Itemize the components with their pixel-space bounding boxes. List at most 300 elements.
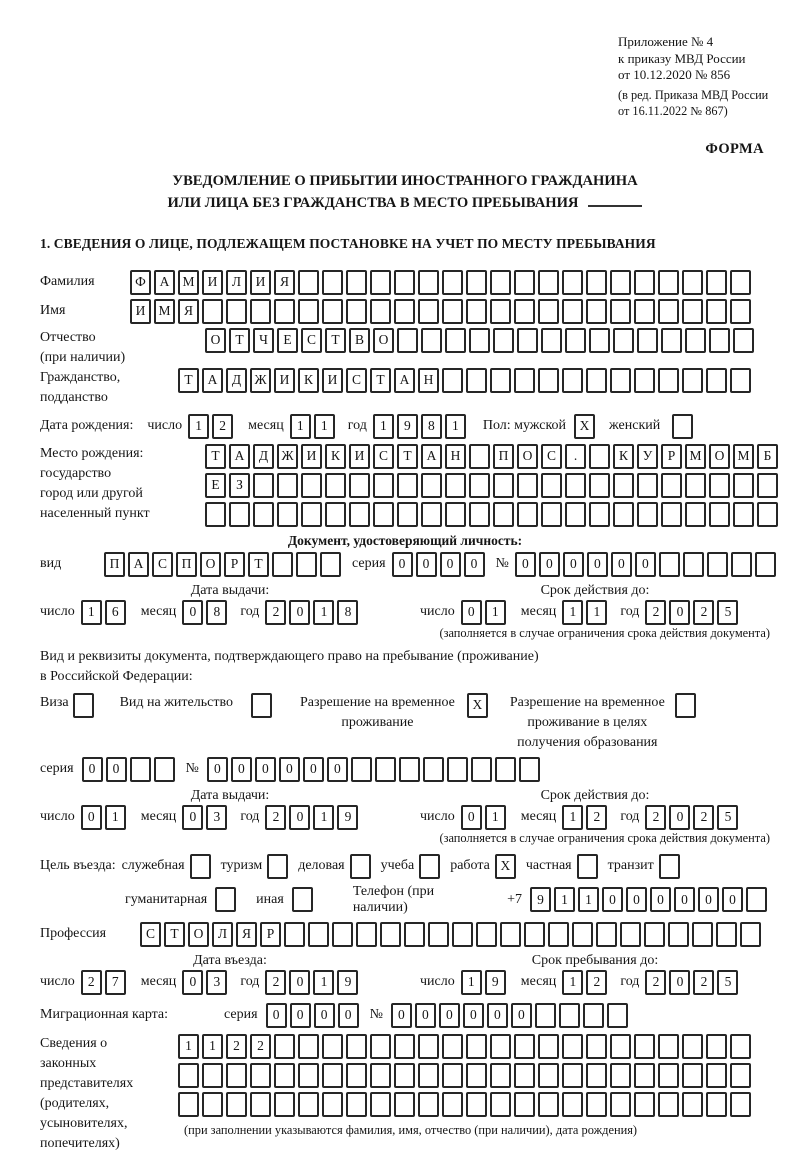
char-cell[interactable]: 0 [611,552,632,577]
char-cell[interactable] [226,1063,247,1088]
char-cell[interactable] [541,473,562,498]
char-cell[interactable] [253,473,274,498]
char-cell[interactable] [706,368,727,393]
char-cell[interactable]: Т [370,368,391,393]
char-cell[interactable]: 0 [106,757,127,782]
char-cell[interactable] [250,1063,271,1088]
char-cell[interactable] [346,270,367,295]
char-cell[interactable]: 1 [485,600,506,625]
char-cell[interactable] [514,1063,535,1088]
char-cell[interactable]: 0 [392,552,413,577]
char-cell[interactable] [572,922,593,947]
char-cell[interactable] [682,270,703,295]
char-cell[interactable] [661,473,682,498]
char-cell[interactable]: 5 [717,805,738,830]
char-cell[interactable]: Б [757,444,778,469]
char-cell[interactable] [418,1034,439,1059]
char-cell[interactable] [755,552,776,577]
char-cell[interactable]: 2 [212,414,233,439]
char-cell[interactable] [757,473,778,498]
char-cell[interactable] [226,299,247,324]
char-cell[interactable] [476,922,497,947]
char-cell[interactable]: 1 [485,805,506,830]
char-cell[interactable] [562,1063,583,1088]
char-cell[interactable]: 1 [188,414,209,439]
char-cell[interactable] [517,502,538,527]
char-cell[interactable]: 1 [313,600,334,625]
char-cell[interactable] [716,922,737,947]
char-cell[interactable] [394,1034,415,1059]
char-cell[interactable]: И [202,270,223,295]
char-cell[interactable] [610,368,631,393]
char-cell[interactable]: . [565,444,586,469]
char-cell[interactable] [682,1034,703,1059]
char-cell[interactable] [634,270,655,295]
char-cell[interactable] [469,473,490,498]
char-cell[interactable] [634,1063,655,1088]
char-cell[interactable] [130,757,151,782]
char-cell[interactable]: О [205,328,226,353]
char-cell[interactable] [447,757,468,782]
char-cell[interactable] [272,552,293,577]
char-cell[interactable] [685,328,706,353]
char-cell[interactable]: И [349,444,370,469]
char-cell[interactable]: П [493,444,514,469]
char-cell[interactable] [733,473,754,498]
char-cell[interactable] [469,502,490,527]
char-cell[interactable]: И [301,444,322,469]
char-cell[interactable] [620,922,641,947]
char-cell[interactable] [442,1063,463,1088]
char-cell[interactable] [634,368,655,393]
char-cell[interactable] [394,1063,415,1088]
char-cell[interactable] [637,473,658,498]
char-cell[interactable]: 0 [255,757,276,782]
char-cell[interactable] [613,473,634,498]
char-cell[interactable]: 1 [178,1034,199,1059]
char-cell[interactable] [500,922,521,947]
char-cell[interactable] [535,1003,556,1028]
rvp-edu-checkbox[interactable] [675,693,696,718]
char-cell[interactable]: 0 [461,600,482,625]
char-cell[interactable] [322,1092,343,1117]
char-cell[interactable]: 0 [626,887,647,912]
char-cell[interactable]: 6 [105,600,126,625]
char-cell[interactable]: К [298,368,319,393]
char-cell[interactable] [466,270,487,295]
char-cell[interactable]: 9 [397,414,418,439]
sex-female-checkbox[interactable] [672,414,693,439]
char-cell[interactable] [658,270,679,295]
char-cell[interactable] [226,1092,247,1117]
char-cell[interactable] [562,1092,583,1117]
char-cell[interactable]: 0 [81,805,102,830]
char-cell[interactable]: И [274,368,295,393]
char-cell[interactable] [524,922,545,947]
char-cell[interactable] [731,552,752,577]
char-cell[interactable] [399,757,420,782]
char-cell[interactable]: Т [164,922,185,947]
char-cell[interactable]: 3 [206,970,227,995]
char-cell[interactable] [202,1063,223,1088]
char-cell[interactable]: 1 [81,600,102,625]
char-cell[interactable]: П [104,552,125,577]
char-cell[interactable] [517,328,538,353]
char-cell[interactable] [589,444,610,469]
char-cell[interactable]: В [349,328,370,353]
char-cell[interactable] [610,299,631,324]
char-cell[interactable]: 0 [674,887,695,912]
char-cell[interactable] [559,1003,580,1028]
char-cell[interactable] [469,444,490,469]
char-cell[interactable] [637,502,658,527]
char-cell[interactable]: 0 [722,887,743,912]
char-cell[interactable]: 2 [226,1034,247,1059]
char-cell[interactable]: С [301,328,322,353]
char-cell[interactable]: У [637,444,658,469]
char-cell[interactable] [613,328,634,353]
char-cell[interactable] [346,1034,367,1059]
char-cell[interactable] [442,1092,463,1117]
char-cell[interactable]: 1 [105,805,126,830]
char-cell[interactable] [682,299,703,324]
char-cell[interactable]: А [421,444,442,469]
char-cell[interactable] [322,299,343,324]
char-cell[interactable]: И [250,270,271,295]
char-cell[interactable] [373,502,394,527]
char-cell[interactable]: О [517,444,538,469]
char-cell[interactable]: 0 [314,1003,335,1028]
purpose-checkbox-business[interactable] [350,854,371,879]
char-cell[interactable] [418,1092,439,1117]
char-cell[interactable]: О [188,922,209,947]
char-cell[interactable] [277,502,298,527]
char-cell[interactable] [445,473,466,498]
char-cell[interactable]: 1 [202,1034,223,1059]
char-cell[interactable] [346,1063,367,1088]
char-cell[interactable] [397,328,418,353]
char-cell[interactable]: Ж [277,444,298,469]
char-cell[interactable] [730,270,751,295]
char-cell[interactable] [346,299,367,324]
char-cell[interactable]: 0 [464,552,485,577]
char-cell[interactable]: 0 [635,552,656,577]
char-cell[interactable] [740,922,761,947]
char-cell[interactable] [706,1063,727,1088]
char-cell[interactable] [514,1092,535,1117]
char-cell[interactable] [301,473,322,498]
char-cell[interactable]: 1 [562,600,583,625]
char-cell[interactable]: З [229,473,250,498]
char-cell[interactable] [346,1092,367,1117]
char-cell[interactable]: М [685,444,706,469]
char-cell[interactable] [596,922,617,947]
char-cell[interactable]: 0 [487,1003,508,1028]
char-cell[interactable]: 1 [562,970,583,995]
char-cell[interactable] [274,299,295,324]
char-cell[interactable]: 0 [391,1003,412,1028]
char-cell[interactable]: 0 [207,757,228,782]
char-cell[interactable]: Я [274,270,295,295]
char-cell[interactable]: 2 [693,600,714,625]
char-cell[interactable] [562,299,583,324]
char-cell[interactable]: 7 [105,970,126,995]
purpose-checkbox-private[interactable] [577,854,598,879]
char-cell[interactable] [637,328,658,353]
char-cell[interactable] [423,757,444,782]
char-cell[interactable] [325,473,346,498]
char-cell[interactable]: Т [397,444,418,469]
char-cell[interactable] [610,270,631,295]
char-cell[interactable]: М [733,444,754,469]
char-cell[interactable] [682,368,703,393]
char-cell[interactable]: 8 [421,414,442,439]
char-cell[interactable] [375,757,396,782]
char-cell[interactable] [565,328,586,353]
char-cell[interactable]: 0 [439,1003,460,1028]
char-cell[interactable] [562,270,583,295]
char-cell[interactable]: 0 [289,970,310,995]
char-cell[interactable] [730,368,751,393]
char-cell[interactable] [397,502,418,527]
char-cell[interactable] [706,1034,727,1059]
char-cell[interactable] [490,1092,511,1117]
char-cell[interactable]: Т [178,368,199,393]
char-cell[interactable]: 2 [265,970,286,995]
char-cell[interactable] [274,1092,295,1117]
char-cell[interactable]: 0 [182,805,203,830]
char-cell[interactable] [320,552,341,577]
char-cell[interactable]: 0 [602,887,623,912]
char-cell[interactable]: 0 [650,887,671,912]
char-cell[interactable]: 2 [645,970,666,995]
visa-checkbox[interactable] [73,693,94,718]
char-cell[interactable] [514,299,535,324]
char-cell[interactable]: 2 [265,805,286,830]
char-cell[interactable] [469,328,490,353]
char-cell[interactable]: 1 [578,887,599,912]
char-cell[interactable] [586,1063,607,1088]
char-cell[interactable] [250,1092,271,1117]
char-cell[interactable]: 9 [337,970,358,995]
char-cell[interactable] [404,922,425,947]
char-cell[interactable] [298,1092,319,1117]
char-cell[interactable]: 2 [586,805,607,830]
char-cell[interactable] [685,473,706,498]
char-cell[interactable] [541,502,562,527]
char-cell[interactable]: 3 [206,805,227,830]
char-cell[interactable]: С [152,552,173,577]
char-cell[interactable] [428,922,449,947]
char-cell[interactable] [583,1003,604,1028]
char-cell[interactable] [466,1063,487,1088]
char-cell[interactable] [442,1034,463,1059]
char-cell[interactable]: 0 [289,805,310,830]
char-cell[interactable] [349,473,370,498]
char-cell[interactable]: 1 [586,600,607,625]
char-cell[interactable] [610,1092,631,1117]
char-cell[interactable]: 0 [279,757,300,782]
purpose-checkbox-other[interactable] [292,887,313,912]
char-cell[interactable] [706,299,727,324]
char-cell[interactable]: А [202,368,223,393]
char-cell[interactable]: 1 [314,414,335,439]
char-cell[interactable]: П [176,552,197,577]
char-cell[interactable] [692,922,713,947]
char-cell[interactable]: 0 [266,1003,287,1028]
char-cell[interactable] [519,757,540,782]
char-cell[interactable] [394,299,415,324]
char-cell[interactable] [658,1092,679,1117]
char-cell[interactable]: С [346,368,367,393]
char-cell[interactable]: 2 [645,805,666,830]
char-cell[interactable]: А [229,444,250,469]
char-cell[interactable]: 0 [440,552,461,577]
char-cell[interactable] [490,1034,511,1059]
char-cell[interactable]: Я [236,922,257,947]
char-cell[interactable]: 2 [693,805,714,830]
char-cell[interactable] [202,299,223,324]
char-cell[interactable] [661,502,682,527]
char-cell[interactable] [370,1092,391,1117]
char-cell[interactable] [298,1034,319,1059]
char-cell[interactable] [514,270,535,295]
char-cell[interactable] [589,502,610,527]
char-cell[interactable]: С [541,444,562,469]
char-cell[interactable] [301,502,322,527]
char-cell[interactable] [706,1092,727,1117]
char-cell[interactable] [466,1092,487,1117]
char-cell[interactable] [445,328,466,353]
char-cell[interactable]: 0 [416,552,437,577]
char-cell[interactable]: 0 [698,887,719,912]
char-cell[interactable]: 1 [373,414,394,439]
char-cell[interactable] [356,922,377,947]
char-cell[interactable] [517,473,538,498]
char-cell[interactable]: 9 [485,970,506,995]
char-cell[interactable] [466,368,487,393]
char-cell[interactable] [565,502,586,527]
char-cell[interactable]: 0 [461,805,482,830]
char-cell[interactable] [349,502,370,527]
char-cell[interactable] [730,299,751,324]
char-cell[interactable]: О [373,328,394,353]
char-cell[interactable] [380,922,401,947]
char-cell[interactable] [397,473,418,498]
char-cell[interactable] [706,270,727,295]
char-cell[interactable] [610,1063,631,1088]
char-cell[interactable]: 9 [337,805,358,830]
char-cell[interactable] [493,502,514,527]
purpose-checkbox-work[interactable]: X [495,854,516,879]
char-cell[interactable] [493,328,514,353]
char-cell[interactable] [202,1092,223,1117]
char-cell[interactable]: 2 [81,970,102,995]
char-cell[interactable]: 0 [669,600,690,625]
char-cell[interactable]: Ж [250,368,271,393]
char-cell[interactable] [490,1063,511,1088]
char-cell[interactable] [538,1063,559,1088]
char-cell[interactable]: 2 [265,600,286,625]
char-cell[interactable] [589,473,610,498]
char-cell[interactable] [421,328,442,353]
char-cell[interactable] [394,1092,415,1117]
char-cell[interactable] [661,328,682,353]
char-cell[interactable]: 2 [645,600,666,625]
char-cell[interactable] [421,502,442,527]
char-cell[interactable]: 0 [182,600,203,625]
char-cell[interactable]: 0 [463,1003,484,1028]
char-cell[interactable]: 0 [563,552,584,577]
char-cell[interactable]: О [200,552,221,577]
char-cell[interactable] [613,502,634,527]
char-cell[interactable] [658,368,679,393]
char-cell[interactable] [562,1034,583,1059]
char-cell[interactable]: Д [226,368,247,393]
char-cell[interactable]: И [322,368,343,393]
char-cell[interactable] [442,270,463,295]
char-cell[interactable] [418,270,439,295]
char-cell[interactable] [538,1092,559,1117]
char-cell[interactable]: 8 [206,600,227,625]
char-cell[interactable] [659,552,680,577]
char-cell[interactable]: Н [445,444,466,469]
char-cell[interactable]: Т [248,552,269,577]
char-cell[interactable] [466,1034,487,1059]
char-cell[interactable] [325,502,346,527]
char-cell[interactable]: 0 [82,757,103,782]
char-cell[interactable]: Д [253,444,274,469]
char-cell[interactable]: С [140,922,161,947]
char-cell[interactable] [322,270,343,295]
purpose-checkbox-humanitarian[interactable] [215,887,236,912]
char-cell[interactable] [298,1063,319,1088]
char-cell[interactable]: 1 [313,970,334,995]
purpose-checkbox-transit[interactable] [659,854,680,879]
purpose-checkbox-study[interactable] [419,854,440,879]
rvp-checkbox[interactable]: X [467,693,488,718]
char-cell[interactable]: С [373,444,394,469]
char-cell[interactable] [154,757,175,782]
char-cell[interactable] [205,502,226,527]
char-cell[interactable]: К [325,444,346,469]
char-cell[interactable]: 0 [290,1003,311,1028]
char-cell[interactable]: Н [418,368,439,393]
char-cell[interactable]: 5 [717,970,738,995]
char-cell[interactable]: 1 [562,805,583,830]
char-cell[interactable]: 0 [327,757,348,782]
char-cell[interactable]: Т [205,444,226,469]
char-cell[interactable] [685,502,706,527]
char-cell[interactable]: 5 [717,600,738,625]
char-cell[interactable]: Ф [130,270,151,295]
char-cell[interactable] [274,1063,295,1088]
char-cell[interactable] [730,1092,751,1117]
char-cell[interactable]: А [154,270,175,295]
purpose-checkbox-official[interactable] [190,854,211,879]
char-cell[interactable] [490,270,511,295]
char-cell[interactable] [730,1034,751,1059]
char-cell[interactable] [351,757,372,782]
char-cell[interactable]: 1 [554,887,575,912]
char-cell[interactable] [548,922,569,947]
char-cell[interactable]: Л [212,922,233,947]
char-cell[interactable] [418,299,439,324]
char-cell[interactable] [373,473,394,498]
char-cell[interactable]: Л [226,270,247,295]
char-cell[interactable] [644,922,665,947]
char-cell[interactable] [298,270,319,295]
